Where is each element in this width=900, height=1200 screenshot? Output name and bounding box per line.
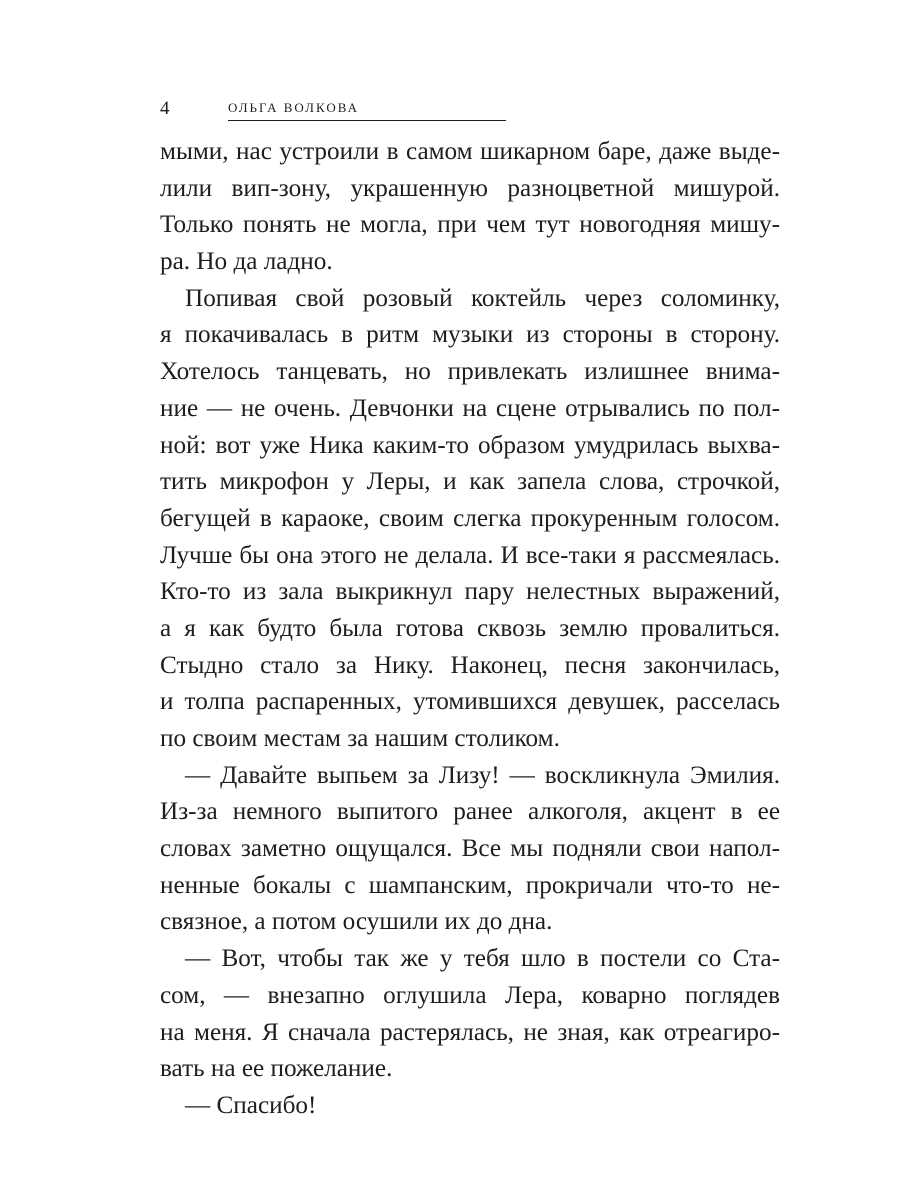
text-line: я покачивалась в ритм музыки из стороны в сторону. — [160, 321, 780, 349]
text-line: Попивая свой розовый коктейль через соломинку, — [185, 284, 780, 312]
text-line: сом, — внезапно оглушила Лера, коварно поглядев — [160, 981, 780, 1009]
text-line: ра. Но да ладно. — [160, 248, 333, 276]
text-line: Из-за немного выпитого ранее алкоголя, акцент в ее — [160, 798, 780, 826]
text-line: бегущей в караоке, своим слегка прокуренным голосом. — [160, 504, 780, 532]
text-line: Только понять не могла, при чем тут новогодняя мишу- — [160, 211, 780, 239]
text-line: Лучше бы она этого не делала. И все-таки я рассмеялась. — [160, 541, 780, 569]
text-line: Стыдно стало за Нику. Наконец, песня закончилась, — [160, 651, 780, 679]
text-line: — Давайте выпьем за Лизу! — воскликнула Эмилия. — [185, 761, 780, 789]
text-line: и толпа распаренных, утомившихся девушек, расселась — [160, 688, 780, 716]
text-line: мыми, нас устроили в самом шикарном баре, даже выде- — [160, 138, 780, 165]
text-line: ние — не очень. Девчонки на сцене отрывались по пол- — [160, 394, 780, 422]
text-line: ной: вот уже Ника каким-то образом умудрилась выхва- — [160, 431, 780, 459]
text-line: по своим местам за нашим столиком. — [160, 725, 560, 752]
text-line: Хотелось танцевать, но привлекать излишнее внима- — [160, 358, 780, 386]
text-line: — Вот, чтобы так же у тебя шло в постели со Ста- — [185, 945, 780, 973]
text-line: — Спасибо! — [185, 1091, 317, 1119]
text-line: Кто-то из зала выкрикнул пару нелестных выражений, — [160, 578, 780, 606]
author-name: ОЛЬГА ВОЛКОВА — [228, 100, 359, 115]
text-line: на меня. Я сначала растерялась, не зная, как отреагиро- — [160, 1018, 780, 1046]
text-line: тить микрофон у Леры, и как запела слова, строчкой, — [160, 468, 780, 496]
text-line: лили вип-зону, украшенную разноцветной мишурой. — [160, 174, 780, 202]
text-line: словах заметно ощущался. Все мы подняли свои напол- — [160, 835, 780, 863]
text-line: а я как будто была готова сквозь землю провалиться. — [160, 614, 780, 642]
running-header — [160, 98, 760, 124]
text-line: связное, а потом осушили их до дна. — [160, 908, 553, 936]
page-number: 4 — [160, 98, 170, 119]
body-text — [160, 134, 780, 1125]
header-rule — [228, 120, 506, 121]
text-line: ненные бокалы с шампанским, прокричали что-то не- — [160, 871, 780, 899]
text-line: вать на ее пожелание. — [160, 1055, 393, 1083]
